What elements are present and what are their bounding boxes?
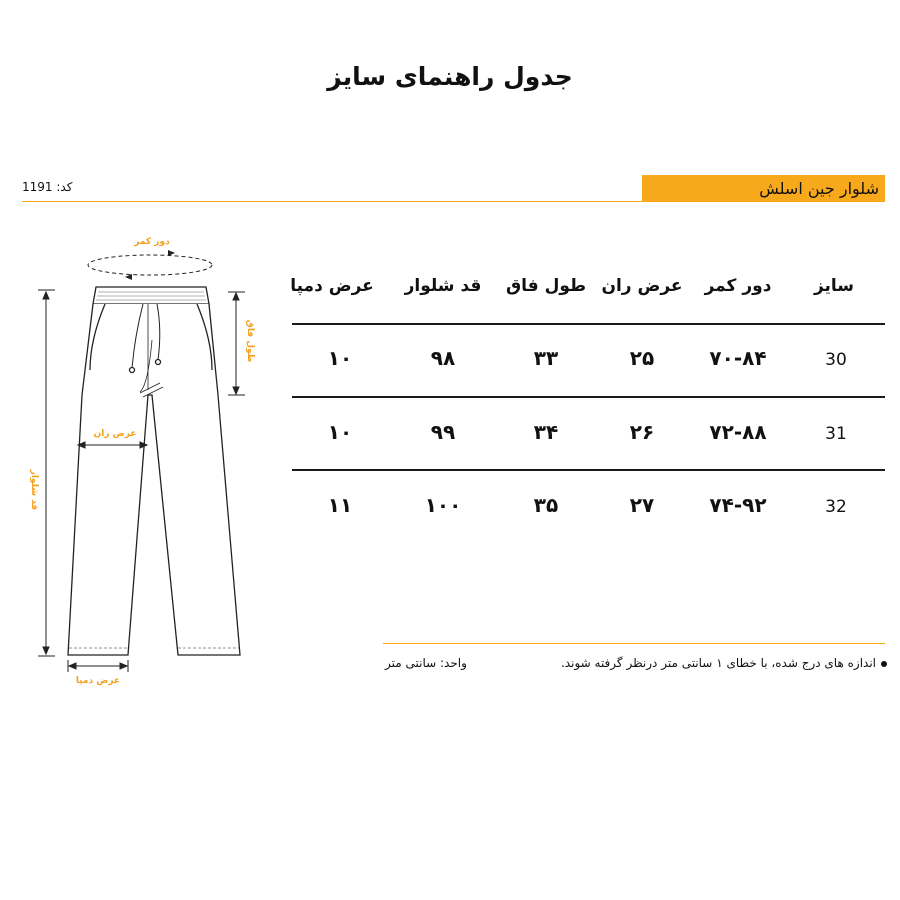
product-code — [22, 180, 72, 194]
product-name-banner: شلوار جین اسلش — [642, 175, 885, 202]
thigh-cell: ۲۷ — [629, 493, 655, 517]
footer-rule — [383, 643, 885, 644]
rise-cell: ۳۵ — [533, 493, 559, 517]
waist-label: دور کمر — [134, 237, 170, 247]
bullet-icon — [881, 661, 887, 667]
header-length: قد شلوار — [404, 276, 482, 296]
tolerance-note-text: اندازه های درج شده، با خطای ۱ سانتی متر درنظر گرفته شوند. — [560, 656, 876, 670]
rise-label: طول فاق — [245, 319, 255, 363]
banner-underline — [22, 201, 642, 202]
length-measure — [29, 290, 55, 656]
hem-cell: ۱۱ — [327, 493, 353, 517]
rise-cell: ۳۴ — [533, 420, 559, 444]
header-waist: دور کمر — [704, 276, 772, 296]
header-hem: عرض دمپا — [290, 276, 374, 296]
hem-cell: ۱۰ — [327, 420, 353, 444]
header-thigh: عرض ران — [601, 276, 683, 296]
header-size: سایز — [813, 276, 855, 296]
waist-cell: ۷۰-۸۴ — [709, 346, 767, 370]
thigh-cell: ۲۵ — [629, 346, 655, 370]
table-rule — [292, 396, 885, 398]
page-title: جدول راهنمای سایز — [327, 62, 573, 91]
size-cell: 30 — [825, 350, 847, 370]
hem-cell: ۱۰ — [327, 346, 353, 370]
waist-cell: ۷۲-۸۸ — [709, 420, 767, 444]
waist-cell: ۷۴-۹۲ — [709, 493, 767, 517]
unit-label: واحد: سانتی متر — [385, 656, 467, 670]
length-cell: ۹۸ — [430, 346, 456, 370]
size-cell: 31 — [825, 424, 847, 444]
size-cell: 32 — [825, 497, 847, 517]
thigh-label: عرض ران — [93, 429, 137, 439]
product-code-value: 1191 — [22, 180, 53, 194]
tolerance-note — [560, 656, 887, 670]
thigh-cell: ۲۶ — [629, 420, 655, 444]
length-cell: ۹۹ — [430, 420, 456, 444]
product-code-label: کد: — [56, 180, 73, 194]
length-label: قد شلوار — [29, 469, 39, 511]
length-cell: ۱۰۰ — [424, 493, 462, 517]
table-rule — [292, 469, 885, 471]
hem-measure — [68, 660, 128, 686]
waist-measure — [88, 237, 212, 280]
hem-label: عرض دمپا — [75, 676, 121, 686]
rise-cell: ۳۳ — [533, 346, 559, 370]
table-rule — [292, 323, 885, 325]
pants-outline — [68, 287, 240, 655]
pants-diagram — [0, 215, 260, 695]
rise-measure — [228, 292, 255, 395]
header-rise: طول فاق — [505, 276, 587, 296]
